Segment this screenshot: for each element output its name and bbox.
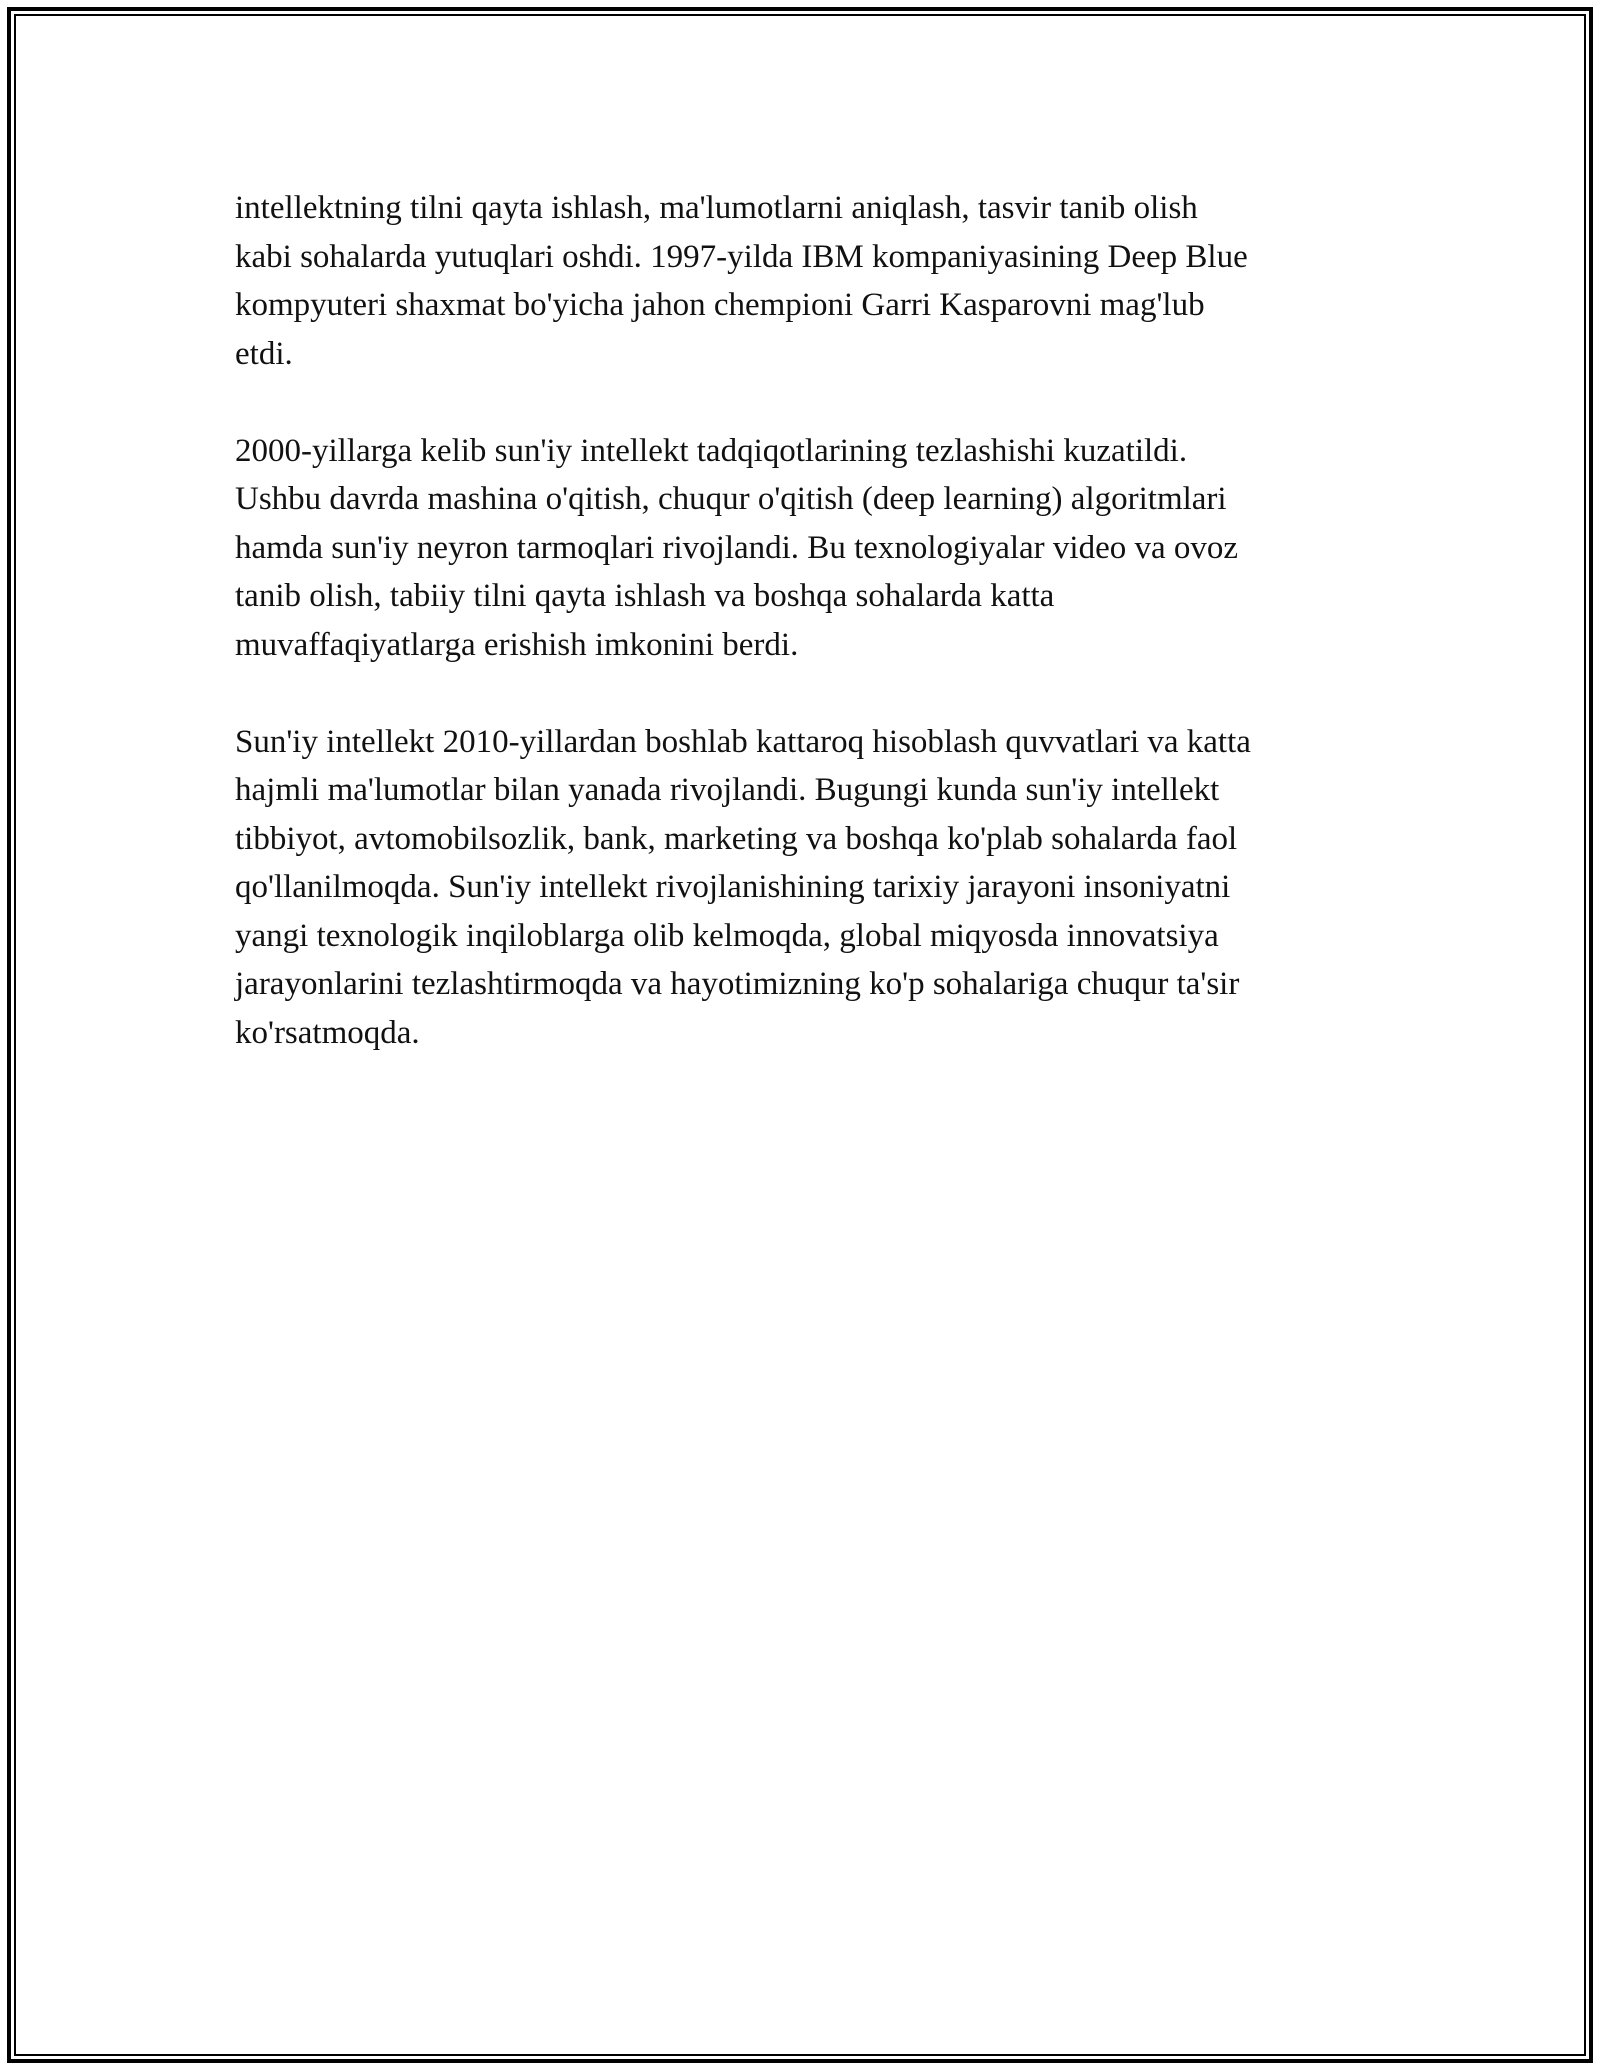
paragraph-2010s: Sun'iy intellekt 2010-yillardan boshlab kattaroq hisoblash quvvatlari va katta hajmli ma'lumotlar bilan yanada rivojlandi. Bugungi kunda sun'iy intellekt tibbiyot, avtomobilsozlik, bank, marketing va boshqa ko'plab sohalarda faol qo'llanilmoqda. Sun'iy intellekt rivojlanishining tarixiy jarayoni insoniyatni yangi texnologik inqiloblarga olib kelmoqda, global miqyosda innovatsiya jarayonlarini tezlashtirmoqda va hayotimizning ko'p sohalariga chuqur ta'sir ko'rsatmoqda. xyxy=(235,723,1251,1051)
paragraph-2000s: 2000-yillarga kelib sun'iy intellekt tadqiqotlarining tezlashishi kuzatildi. Ushbu davrda mashina o'qitish, chuqur o'qitish (deep learning) algoritmlari hamda sun'iy neyron tarmoqlari rivojlandi. Bu texnologiyalar video va ovoz tanib olish, tabiiy tilni qayta ishlash va boshqa sohalarda katta muvaffaqiyatlarga erishish imkonini berdi. xyxy=(235,432,1239,663)
document-body xyxy=(235,184,1380,1106)
paragraph-deep-blue: intellektning tilni qayta ishlash, ma'lumotlarni aniqlash, tasvir tanib olish kabi sohalarda yutuqlari oshdi. 1997-yilda IBM kompaniyasining Deep Blue kompyuteri shaxmat bo'yicha jahon chempioni Garri Kasparovni mag'lub etdi. xyxy=(235,190,1248,372)
